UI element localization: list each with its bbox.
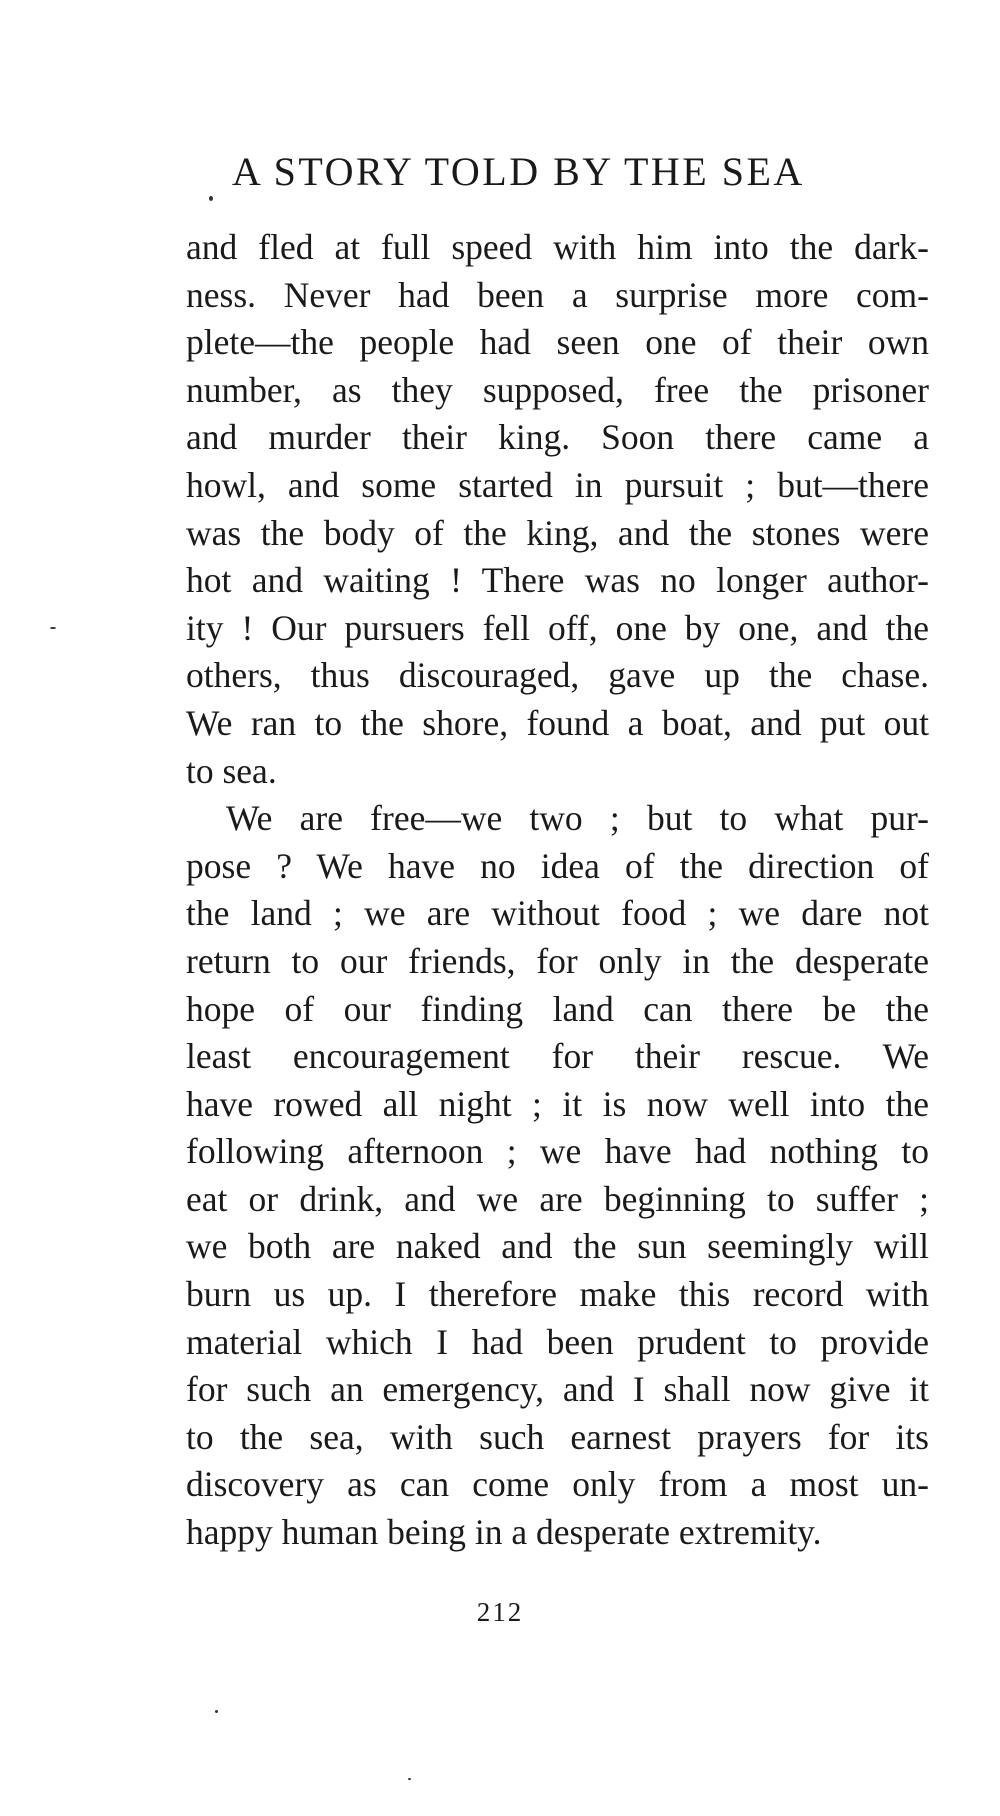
text-line: We ran to the shore, found a boat, and put out	[186, 702, 929, 743]
paragraph-1	[186, 224, 929, 795]
text-line: hot and waiting ! There was no longer author-	[186, 560, 929, 601]
text-line: to the sea, with such earnest prayers for its	[186, 1416, 929, 1457]
text-line: hope of our finding land can there be the	[186, 988, 929, 1029]
text-line: material which I had been prudent to provide	[186, 1321, 929, 1362]
text-line: others, thus discouraged, gave up the chase.	[186, 655, 929, 696]
text-line: least encouragement for their rescue. We	[186, 1036, 929, 1077]
text-line: the land ; we are without food ; we dare not	[186, 893, 929, 934]
text-line: We are free—we two ; but to what pur-	[226, 798, 929, 839]
page-number: 212	[476, 1597, 524, 1627]
text-line: ness. Never had been a surprise more com-	[186, 274, 929, 315]
paragraph-2	[186, 795, 929, 1557]
text-line: and murder their king. Soon there came a	[186, 417, 929, 458]
ink-speck	[408, 1778, 411, 1780]
ink-speck	[209, 196, 213, 201]
text-line: was the body of the king, and the stones were	[186, 512, 929, 553]
text-line: discovery as can come only from a most un-	[186, 1464, 929, 1505]
text-line: for such an emergency, and I shall now give it	[186, 1369, 929, 1410]
body-text	[186, 224, 929, 1557]
text-line: return to our friends, for only in the desperate	[186, 940, 929, 981]
text-line: eat or drink, and we are beginning to suffer ;	[186, 1178, 929, 1219]
running-head: A STORY TOLD BY THE SEA	[232, 149, 805, 194]
text-line: howl, and some started in pursuit ; but—there	[186, 464, 929, 505]
text-line: number, as they supposed, free the prisoner	[186, 369, 929, 410]
text-line: we both are naked and the sun seemingly will	[186, 1226, 929, 1267]
text-line: and fled at full speed with him into the dark-	[186, 227, 929, 267]
text-line: to sea.	[186, 750, 277, 791]
text-line: have rowed all night ; it is now well into the	[186, 1083, 929, 1124]
ink-speck	[215, 1710, 218, 1713]
ink-speck	[50, 627, 56, 629]
text-line: burn us up. I therefore make this record with	[186, 1274, 929, 1315]
text-line: following afternoon ; we have had nothing to	[186, 1131, 929, 1172]
text-line: plete—the people had seen one of their own	[186, 322, 929, 363]
text-line: pose ? We have no idea of the direction of	[186, 845, 929, 886]
text-line: happy human being in a desperate extremity.	[186, 1512, 822, 1553]
text-line: ity ! Our pursuers fell off, one by one, and the	[186, 607, 929, 648]
